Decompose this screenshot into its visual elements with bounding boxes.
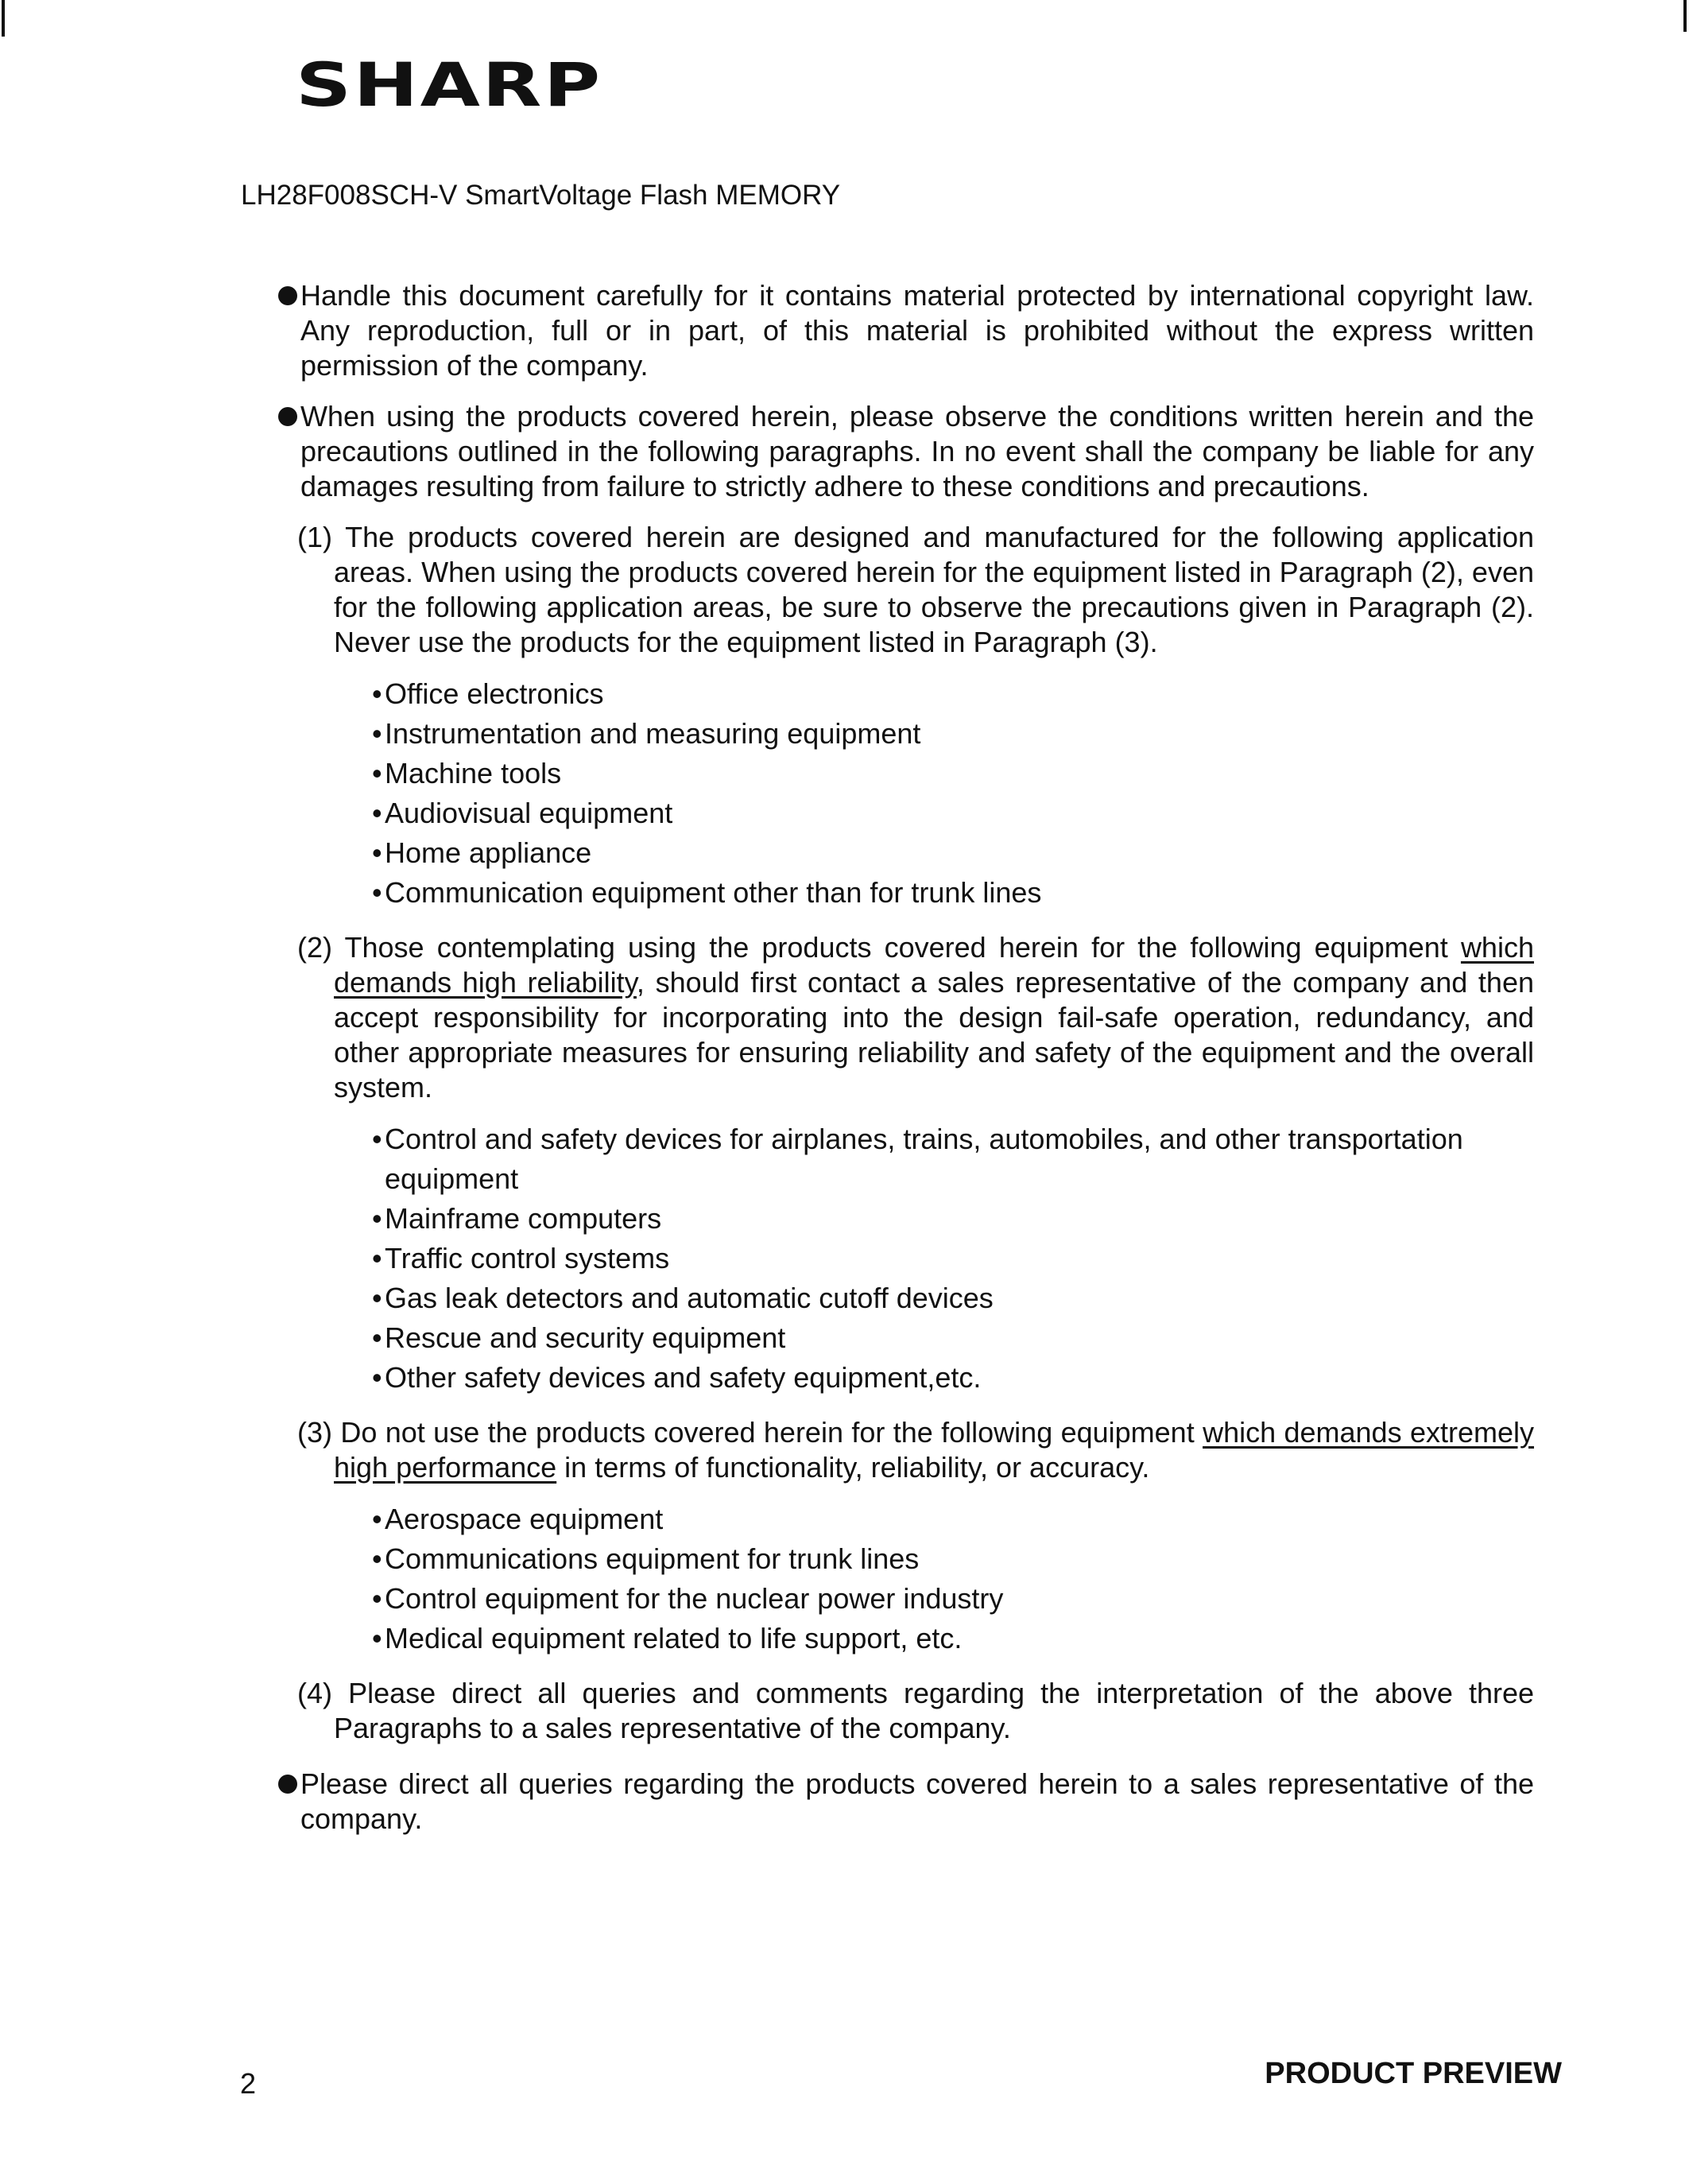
paragraph-number: (3) — [297, 1416, 341, 1449]
paragraph-2: (2) Those contemplating using the products covered herein for the following equipment which demands high reliability, should first contact a sales representative of the company and then accept responsibility for incorporating into the design fail-safe operation, redundancy, and other appropriate measures for ensuring reliability and safety of the equipment and the overall system. — [297, 931, 1534, 1104]
copyright-notice — [278, 278, 1534, 383]
list-item: •Control equipment for the nuclear power industry — [372, 1582, 1004, 1615]
high-reliability-list — [278, 1119, 1524, 1398]
application-areas-list — [278, 674, 1524, 913]
list-item: •Medical equipment related to life support, etc. — [372, 1622, 963, 1654]
page-number: 2 — [240, 2067, 257, 2100]
list-item: •Aerospace equipment — [372, 1503, 664, 1535]
list-item: •Machine tools — [372, 757, 562, 789]
list-item: •Communication equipment other than for trunk lines — [372, 876, 1042, 909]
list-item: •Communications equipment for trunk lines — [372, 1542, 920, 1575]
paragraph-4 — [297, 1676, 1534, 1746]
notice-text: Handle this document carefully for it contains material protected by international copyright law. Any reproduction, full or in part, of this material is prohibited without the express written permission of the company. — [300, 279, 1534, 382]
usage-notice — [278, 399, 1534, 504]
list-item: •Other safety devices and safety equipment,etc. — [372, 1361, 982, 1394]
prohibited-equipment-list — [278, 1499, 1524, 1658]
paragraph-number: (4) — [297, 1677, 349, 1709]
list-item: •Traffic control systems — [372, 1242, 670, 1274]
list-item: •Audiovisual equipment — [372, 797, 673, 829]
scan-mark-right — [1683, 0, 1687, 32]
notice-text: Please direct all queries regarding the products covered herein to a sales representative of the company. — [300, 1767, 1534, 1835]
queries-notice — [278, 1767, 1534, 1837]
notice-text: When using the products covered herein, please observe the conditions written herein and the precautions outlined in the following paragraphs. In no event shall the company be liable for any damages resulting from failure to strictly adhere to these conditions and precautions. — [300, 400, 1534, 502]
paragraph-3: (3) Do not use the products covered herein for the following equipment which demands extremely high performance in terms of functionality, reliability, or accuracy. — [297, 1416, 1534, 1484]
list-item: •Rescue and security equipment — [372, 1321, 786, 1354]
list-item: •Gas leak detectors and automatic cutoff devices — [372, 1282, 994, 1314]
paragraph-text: Please direct all queries and comments regarding the interpretation of the above three Paragraphs to a sales representative of the company. — [334, 1677, 1535, 1744]
scan-mark-left — [2, 0, 5, 37]
paragraph-number: (1) — [297, 521, 346, 553]
bullet-dot-icon — [278, 407, 297, 426]
document-title: LH28F008SCH-V SmartVoltage Flash MEMORY — [241, 180, 841, 211]
bullet-dot-icon — [278, 1775, 297, 1794]
list-item: •Mainframe computers — [372, 1202, 662, 1235]
underlined-phrase: which demands high reliability — [334, 931, 1534, 999]
list-item: •Control and safety devices for airplanes, trains, automobiles, and other transportation equipment — [372, 1123, 1463, 1195]
paragraph-number: (2) — [297, 931, 345, 964]
paragraph-1 — [297, 520, 1534, 660]
paragraph-text: The products covered herein are designed and manufactured for the following application areas. When using the products covered herein for the equipment listed in Paragraph (2), even for the following application areas, be sure to observe the precautions given in Paragraph (2). Never use the products for the equipment listed in Paragraph (3). — [334, 521, 1534, 658]
product-preview-label: PRODUCT PREVIEW — [1265, 2057, 1562, 2090]
document-body — [278, 278, 1534, 1852]
list-item: •Office electronics — [372, 677, 604, 710]
underlined-phrase: which demands extremely high performance — [334, 1416, 1534, 1484]
sharp-logo: SHARP — [296, 49, 602, 120]
bullet-dot-icon — [278, 286, 297, 305]
list-item: •Instrumentation and measuring equipment — [372, 717, 921, 750]
list-item: •Home appliance — [372, 836, 592, 869]
